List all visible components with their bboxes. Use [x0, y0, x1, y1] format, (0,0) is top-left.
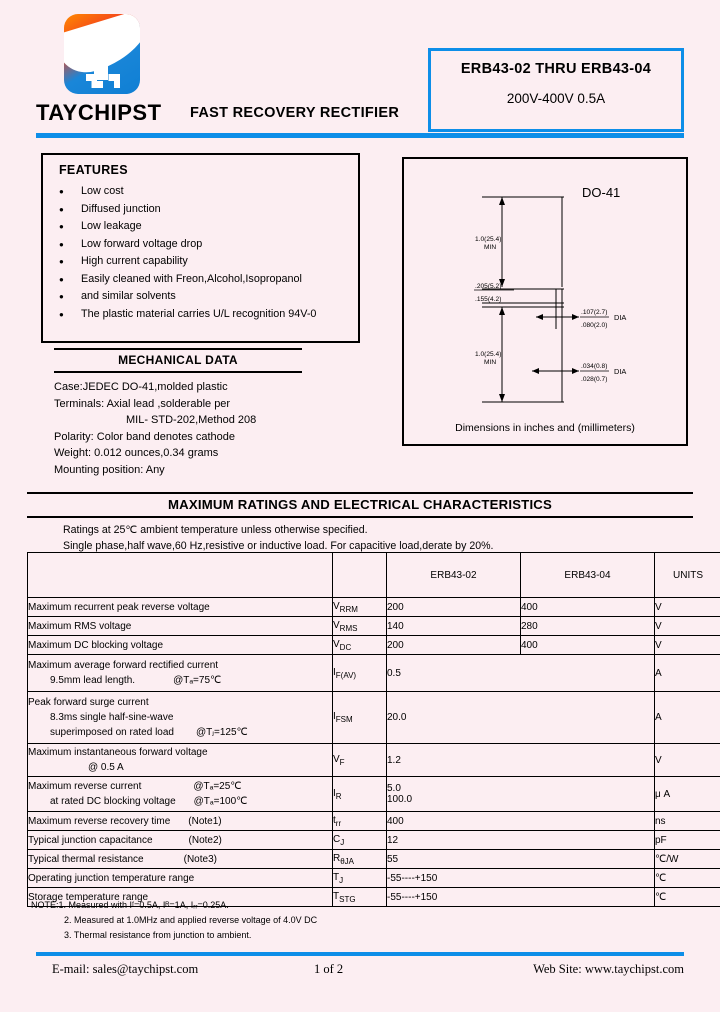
row-symbol: $V_F$ — [333, 744, 387, 777]
table-row — [28, 777, 720, 812]
mech-line: Weight: 0.012 ounces,0.34 grams — [54, 447, 219, 459]
footnote-2: 2. Measured at 1.0MHz and applied reverse voltage of 4.0V DC — [64, 915, 318, 925]
footnote-1: NOTE:1. Measured with Iᶠ=0.5A, Iᴿ=1A, Iᵣᵣ=0.25A. — [31, 900, 229, 910]
row-value-span: 20.0 — [387, 692, 655, 744]
table-header-row — [28, 553, 720, 598]
part-number-box — [428, 48, 684, 132]
features-title: FEATURES — [59, 163, 128, 177]
table-row — [28, 692, 720, 744]
row-description-sub: at rated DC blocking voltage @Tₐ=100℃ — [50, 796, 248, 807]
row-units: pF — [655, 831, 720, 850]
mech-line: Case:JEDEC DO-41,molded plastic — [54, 381, 228, 393]
row-units: ℃/W — [655, 850, 720, 869]
dim-lead-bot-value: 1.0(25.4) — [475, 351, 502, 358]
max-ratings-title: MAXIMUM RATINGS AND ELECTRICAL CHARACTERISTICS — [167, 497, 553, 512]
features-box — [41, 153, 360, 343]
package-title: DO-41 — [582, 185, 621, 200]
list-item: ● The plastic material carries U/L recognition 94V-0 — [57, 306, 316, 324]
part-number-range: ERB43-02 THRU ERB43-04 — [460, 61, 652, 77]
row-units: μ A — [655, 777, 720, 812]
mechanical-data-section — [54, 348, 302, 478]
row-symbol: $t_{rr}$ — [333, 812, 387, 831]
row-description-line: Maximum reverse current @Tₐ=25℃ — [28, 781, 242, 792]
row-symbol: $I_{FSM}$ — [333, 692, 387, 744]
footer-email: E-mail: sales@taychipst.com — [52, 962, 199, 976]
row-description: Operating junction temperature range — [28, 869, 333, 888]
list-item: ● and similar solvents — [57, 288, 316, 306]
dim-body-dia-min: .080(2.0) — [581, 322, 608, 329]
table-row — [28, 812, 720, 831]
dim-body-len-max: .205(5.2) — [475, 283, 502, 290]
row-units: V — [655, 617, 720, 636]
row-symbol: $T_{STG}$ — [333, 888, 387, 907]
row-units: A — [655, 655, 720, 692]
max-ratings-section — [27, 492, 693, 560]
row-units: ns — [655, 812, 720, 831]
row-value-span: 12 — [387, 831, 655, 850]
row-symbol: $I_{F(AV)}$ — [333, 655, 387, 692]
row-symbol: $V_{DC}$ — [333, 636, 387, 655]
mechanical-data-title: MECHANICAL DATA — [118, 353, 238, 367]
brand-name: TAYCHIPST — [36, 100, 162, 125]
mech-line: MIL- STD-202,Method 208 — [126, 414, 257, 426]
do41-outline-drawing — [404, 159, 686, 444]
footer-page-number: 1 of 2 — [314, 962, 344, 976]
list-item: ● High current capability — [57, 253, 316, 271]
row-description: Maximum average forward rectified current 9.5mm lead length. @Tₐ=75℃ — [28, 655, 333, 692]
row-units: ℃ — [655, 869, 720, 888]
table-row — [28, 617, 720, 636]
dim-wire-dia-max: .034(0.8) — [581, 363, 608, 370]
dim-lead-bot-min: MIN — [484, 359, 497, 366]
mechanical-data-lines — [54, 373, 302, 478]
table-row — [28, 598, 720, 617]
table-row — [28, 636, 720, 655]
table-row — [28, 655, 720, 692]
row-value-span: 5.0 100.0 — [387, 777, 655, 812]
row-value-col1: 200 — [387, 598, 521, 617]
row-symbol: $T_J$ — [333, 869, 387, 888]
row-value-col2: 400 — [521, 636, 655, 655]
row-symbol: $R_{\theta JA}$ — [333, 850, 387, 869]
row-value-col1: 200 — [387, 636, 521, 655]
row-description: Maximum DC blocking voltage — [28, 636, 333, 655]
row-value-col2: 400 — [521, 598, 655, 617]
footer-divider — [36, 952, 684, 956]
row-value-span: 55 — [387, 850, 655, 869]
row-description: Typical junction capacitance (Note2) — [28, 831, 333, 850]
row-symbol: $I_R$ — [333, 777, 387, 812]
table-row — [28, 869, 720, 888]
row-symbol: $V_{RMS}$ — [333, 617, 387, 636]
row-description — [28, 777, 333, 812]
row-description: Storage temperature range — [28, 888, 333, 907]
row-description: Maximum RMS voltage — [28, 617, 333, 636]
row-description-sub: 9.5mm lead length. @Tₐ=75℃ — [50, 675, 222, 686]
header-units: UNITS — [655, 553, 720, 598]
row-description: Maximum recurrent peak reverse voltage — [28, 598, 333, 617]
row-description: Maximum reverse recovery time (Note1) — [28, 812, 333, 831]
header-divider — [36, 133, 684, 138]
dim-lead-top-min: MIN — [484, 244, 497, 251]
row-symbol: $C_J$ — [333, 831, 387, 850]
row-units: ℃ — [655, 888, 720, 907]
row-value-span: -55----+150 — [387, 888, 655, 907]
row-units: V — [655, 636, 720, 655]
list-item: ● Easily cleaned with Freon,Alcohol,Isopropanol — [57, 271, 316, 289]
row-units: A — [655, 692, 720, 744]
row-description-sub: @ 0.5 A — [88, 762, 124, 773]
row-value-col1: 140 — [387, 617, 521, 636]
logo-checker — [86, 74, 120, 88]
row-description: Peak forward surge current 8.3ms single half-sine-wave superimposed on rated load @Tⱼ=125℃ — [28, 692, 333, 744]
mech-line: Terminals: Axial lead ,solderable per — [54, 397, 231, 410]
row-description-sub: superimposed on rated load @Tⱼ=125℃ — [50, 727, 248, 738]
header-col1: ERB43-02 — [387, 553, 521, 598]
footnote-3: 3. Thermal resistance from junction to ambient. — [64, 930, 252, 940]
package-caption: Dimensions in inches and (millimeters) — [455, 422, 635, 434]
table-row — [28, 744, 720, 777]
row-value-span: -55----+150 — [387, 869, 655, 888]
row-units: V — [655, 744, 720, 777]
row-value-span: 0.5 — [387, 655, 655, 692]
page-header — [0, 0, 720, 140]
table-row — [28, 831, 720, 850]
table-row — [28, 850, 720, 869]
ratings-note-2: Single phase,half wave,60 Hz,resistive or inductive load. For capacitive load,derate by 20%. — [63, 540, 494, 552]
row-value-span: 1.2 — [387, 744, 655, 777]
specifications-table — [27, 552, 720, 907]
footnotes — [31, 898, 691, 943]
row-units: V — [655, 598, 720, 617]
row-description: Typical thermal resistance (Note3) — [28, 850, 333, 869]
dim-wire-dia-label: DIA — [614, 367, 627, 376]
row-description: Maximum instantaneous forward voltage @ 0.5 A — [28, 744, 333, 777]
mech-line: Mounting position: Any — [54, 463, 165, 476]
list-item: ● Low cost — [57, 183, 316, 201]
header-description — [28, 553, 333, 598]
row-value-span: 400 — [387, 812, 655, 831]
dim-body-len-min: .155(4.2) — [475, 296, 502, 303]
part-rating-line: 200V-400V 0.5A — [506, 91, 606, 106]
taychipst-logo-icon — [64, 14, 140, 94]
list-item: ● Low leakage — [57, 218, 316, 236]
header-symbol — [333, 553, 387, 598]
list-item: ● Diffused junction — [57, 201, 316, 219]
product-subtitle: FAST RECOVERY RECTIFIER — [190, 105, 400, 121]
dim-lead-top-value: 1.0(25.4) — [475, 236, 502, 243]
row-symbol: $V_{RRM}$ — [333, 598, 387, 617]
list-item: ● Low forward voltage drop — [57, 236, 316, 254]
ratings-note-1: Ratings at 25℃ ambient temperature unless otherwise specified. — [63, 524, 368, 536]
row-description-sub: 8.3ms single half-sine-wave — [50, 712, 174, 723]
mech-line: Polarity: Color band denotes cathode — [54, 430, 236, 443]
footer-website: Web Site: www.taychipst.com — [533, 962, 684, 976]
header-col2: ERB43-04 — [521, 553, 655, 598]
features-list — [57, 183, 316, 323]
page-footer — [36, 960, 684, 982]
dim-body-dia-max: .107(2.7) — [581, 309, 608, 316]
row-value-col2: 280 — [521, 617, 655, 636]
package-drawing-box — [402, 157, 688, 446]
dim-body-dia-label: DIA — [614, 313, 627, 322]
dim-wire-dia-min: .028(0.7) — [581, 376, 608, 383]
